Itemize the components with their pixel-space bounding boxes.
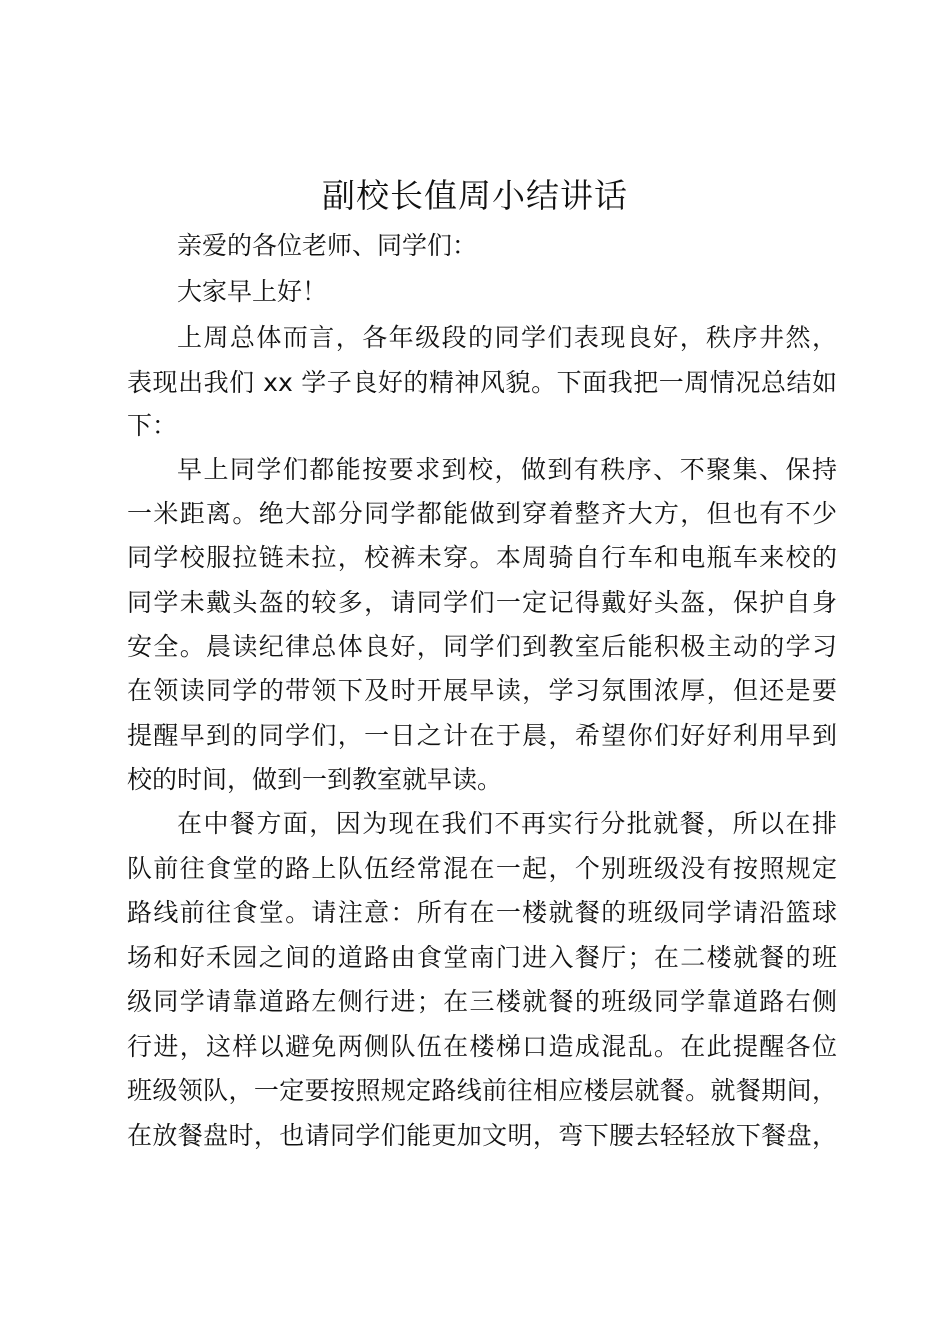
greeting-line: 大家早上好！ [177, 277, 328, 306]
paragraph-line: 安全。晨读纪律总体良好，同学们到教室后能积极主动的学习 [127, 632, 837, 661]
greeting-line: 亲爱的各位老师、同学们： [177, 231, 478, 260]
paragraph-line: 提醒早到的同学们，一日之计在于晨，希望你们好好利用早到 [127, 721, 837, 750]
paragraph-line: 路线前往食堂。请注意：所有在一楼就餐的班级同学请沿篮球 [127, 898, 837, 927]
paragraph-line: 早上同学们都能按要求到校，做到有秩序、不聚集、保持 [177, 455, 837, 484]
paragraph-line: 场和好禾园之间的道路由食堂南门进入餐厅；在二楼就餐的班 [127, 943, 837, 972]
paragraph-line: 行进，这样以避免两侧队伍在楼梯口造成混乱。在此提醒各位 [127, 1032, 837, 1061]
paragraph-line: 上周总体而言，各年级段的同学们表现良好，秩序井然， [177, 323, 837, 352]
paragraph-line: 在放餐盘时，也请同学们能更加文明，弯下腰去轻轻放下餐盘， [127, 1121, 837, 1150]
paragraph-line: 班级领队，一定要按照规定路线前往相应楼层就餐。就餐期间， [127, 1076, 837, 1105]
document-title: 副校长值周小结讲话 [322, 176, 628, 215]
paragraph-line: 表现出我们 xx 学子良好的精神风貌。下面我把一周情况总结如 [127, 368, 837, 397]
paragraph-line: 同学校服拉链未拉，校裤未穿。本周骑自行车和电瓶车来校的 [127, 543, 837, 572]
paragraph-line: 下： [127, 411, 178, 440]
paragraph-line: 在领读同学的带领下及时开展早读，学习氛围浓厚，但还是要 [127, 676, 837, 705]
paragraph-line: 在中餐方面，因为现在我们不再实行分批就餐，所以在排 [177, 809, 837, 838]
paragraph-line: 同学未戴头盔的较多，请同学们一定记得戴好头盔，保护自身 [127, 588, 837, 617]
paragraph-line: 校的时间，做到一到教室就早读。 [127, 765, 503, 794]
paragraph-line: 一米距离。绝大部分同学都能做到穿着整齐大方，但也有不少 [127, 499, 837, 528]
paragraph-line: 级同学请靠道路左侧行进；在三楼就餐的班级同学靠道路右侧 [127, 987, 837, 1016]
paragraph-line: 队前往食堂的路上队伍经常混在一起，个别班级没有按照规定 [127, 854, 837, 883]
